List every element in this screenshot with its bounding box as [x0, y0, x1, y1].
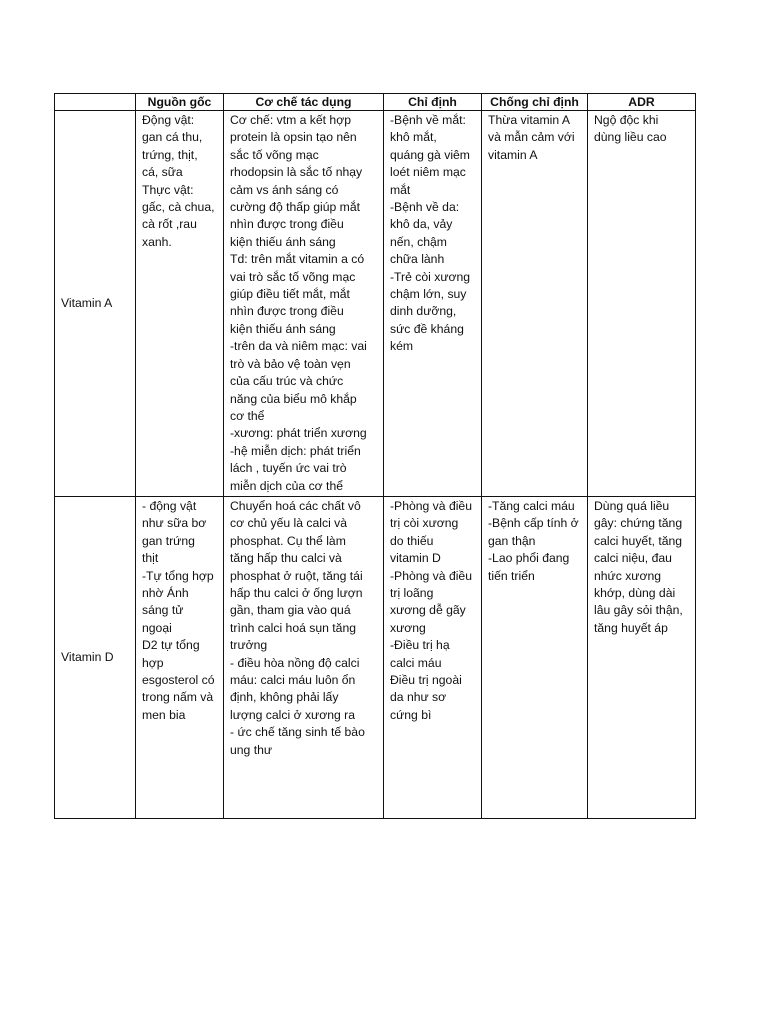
- cell-co-che: [224, 497, 384, 819]
- table-row: [55, 111, 696, 497]
- cell-text: -Bệnh về mắt: khô mắt, quáng gà viêm loét niêm mạc mắt -Bệnh về da: khô da, vảy nến, chậm chữa lành -Trẻ còi xương chậm lớn, suy dinh dưỡng, sức đề kháng kém: [390, 113, 471, 354]
- cell-text: Động vật: gan cá thu, trứng, thịt, cá, sữa Thực vật: gấc, cà chua, cà rốt ,rau xanh.: [142, 113, 215, 249]
- cell-chi-dinh: [384, 111, 482, 497]
- table-header-row: [55, 94, 696, 111]
- cell-text: Dùng quá liều gây: chứng tăng calci huyết, tăng calci niệu, đau nhức xương khớp, dùng dài lâu gây sỏi thận, tăng huyết áp: [594, 499, 683, 635]
- cell-text: Cơ chế: vtm a kết hợp protein là opsin tạo nên sắc tố võng mạc rhodopsin là sắc tố nhạy cảm vs ánh sáng có cường độ thấp giúp mắt nhìn được trong điều kiện thiếu ánh sáng Td: trên mắt vitamin a có vai trò sắc tố võng mạc giúp điều tiết mắt, mắt nhìn được trong điều kiện thiếu ánh sáng -trên da và niêm mạc: vai trò và bảo vệ toàn vẹn của cấu trúc và chức năng của biểu mô khắp cơ thể -xương: phát triển xương -hệ miễn dịch: phát triển lách , tuyến ức vai trò miễn dịch của cơ thể: [230, 113, 367, 493]
- header-empty: [55, 94, 136, 111]
- cell-text: Thừa vitamin A và mẫn cảm với vitamin A: [488, 113, 575, 162]
- vitamin-table: [54, 93, 696, 819]
- header-adr: ADR: [588, 94, 696, 111]
- row-label-vitamin-d: Vitamin D: [55, 497, 136, 819]
- cell-adr: [588, 111, 696, 497]
- table-row: [55, 497, 696, 819]
- cell-text: -Tăng calci máu -Bệnh cấp tính ở gan thận -Lao phổi đang tiến triển: [488, 499, 579, 583]
- cell-text: Chuyển hoá các chất vô cơ chủ yếu là calci và phosphat. Cụ thể làm tăng hấp thu calci và phosphat ở ruột, tăng tái hấp thu calci ở ống lượn gần, tham gia vào quá trình calci hoá sụn tăng trưởng - điều hòa nồng độ calci máu: calci máu luôn ổn định, không phải lấy lượng calci ở xương ra - ức chế tăng sinh tế bào ung thư: [230, 499, 365, 757]
- cell-chong-chi-dinh: [482, 111, 588, 497]
- header-chong-chi-dinh: Chống chỉ định: [482, 94, 588, 111]
- header-chi-dinh: Chỉ định: [384, 94, 482, 111]
- cell-chi-dinh: [384, 497, 482, 819]
- cell-text: Ngộ độc khi dùng liều cao: [594, 113, 667, 145]
- cell-chong-chi-dinh: [482, 497, 588, 819]
- header-co-che: Cơ chế tác dụng: [224, 94, 384, 111]
- cell-co-che: [224, 111, 384, 497]
- cell-nguon-goc: [136, 497, 224, 819]
- cell-text: -Phòng và điều trị còi xương do thiếu vitamin D -Phòng và điều trị loãng xương dễ gãy xương -Điều trị hạ calci máu Điều trị ngoài da như sơ cứng bì: [390, 499, 472, 722]
- cell-text: - động vật như sữa bơ gan trứng thịt -Tự tổng hợp nhờ Ánh sáng tử ngoại D2 tự tổng hợp esgosterol có trong nấm và men bia: [142, 499, 215, 722]
- row-label-vitamin-a: Vitamin A: [55, 111, 136, 497]
- header-nguon-goc: Nguồn gốc: [136, 94, 224, 111]
- cell-adr: [588, 497, 696, 819]
- cell-nguon-goc: [136, 111, 224, 497]
